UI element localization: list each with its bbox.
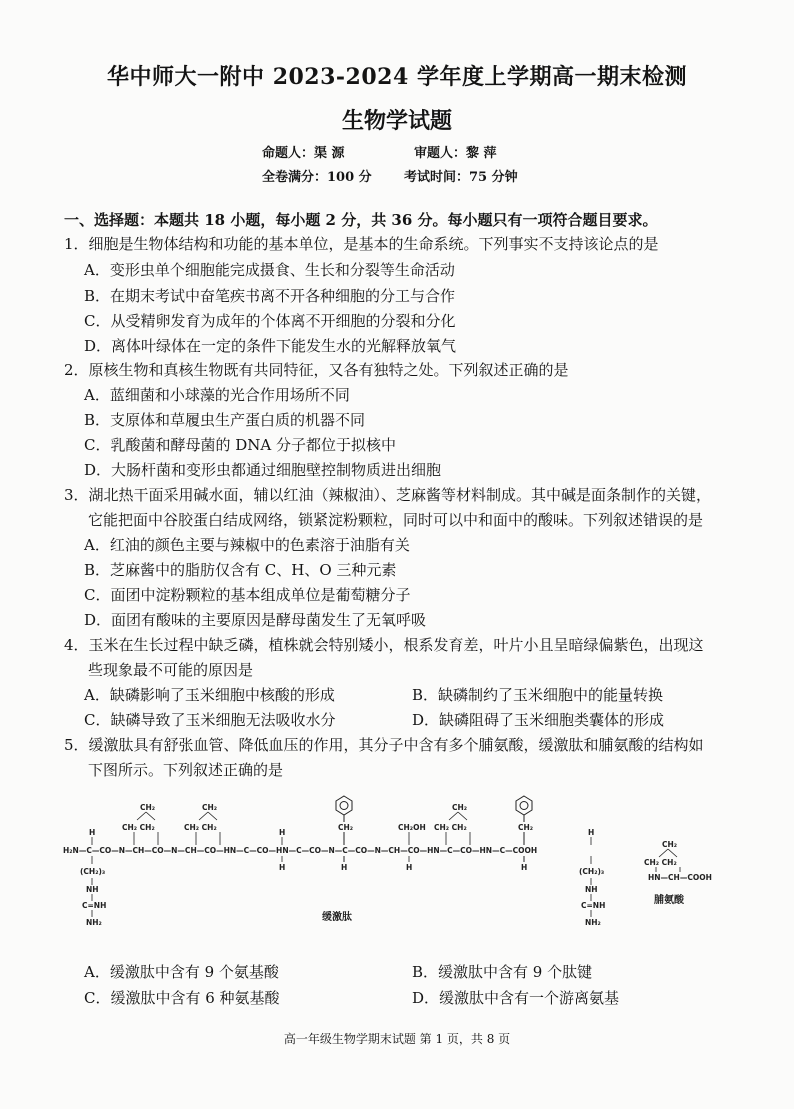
question-1-option-b: B．在期末考试中奋笔疾书离不开各种细胞的分工与合作 xyxy=(84,287,456,305)
question-2-option-a: A．蓝细菌和小球藻的光合作用场所不同 xyxy=(84,386,350,404)
svg-text:C=NH: C=NH xyxy=(82,901,107,910)
question-4-stem-line1: 4．玉米在生长过程中缺乏磷，植株就会特别矮小，根系发育差，叶片小且呈暗绿偏紫色，出现这 xyxy=(64,636,704,654)
question-3-stem-line1: 3．湖北热干面采用碱水面，辅以红油（辣椒油）、芝麻酱等材料制成。其中碱是面条制作的关键， xyxy=(64,486,712,504)
caption-bradykinin: 缓激肽 xyxy=(322,912,352,923)
svg-text:CH₂: CH₂ xyxy=(662,840,678,849)
exam-time: 考试时间：75 分钟 xyxy=(404,170,518,185)
svg-text:H: H xyxy=(521,863,528,872)
svg-text:C=NH: C=NH xyxy=(581,901,606,910)
svg-text:CH₂: CH₂ xyxy=(338,823,354,832)
question-5-stem-line1: 5．缓激肽具有舒张血管、降低血压的作用，其分子中含有多个脯氨酸，缓激肽和脯氨酸的结构如 xyxy=(64,736,704,754)
svg-text:CH₂: CH₂ xyxy=(518,823,534,832)
question-5-option-d: D．缓激肽中含有一个游离氨基 xyxy=(412,989,620,1007)
question-1-option-a: A．变形虫单个细胞能完成摄食、生长和分裂等生命活动 xyxy=(84,261,455,279)
svg-text:CH₂: CH₂ xyxy=(452,803,468,812)
svg-text:H: H xyxy=(588,828,595,837)
question-5-stem-line2: 下图所示。下列叙述正确的是 xyxy=(88,761,284,779)
svg-text:H: H xyxy=(406,863,413,872)
svg-text:NH: NH xyxy=(585,885,598,894)
question-3-option-c: C．面团中淀粉颗粒的基本组成单位是葡萄糖分子 xyxy=(84,586,411,604)
question-4-stem-line2: 些现象最不可能的原因是 xyxy=(88,661,254,679)
bradykinin-proline-figure xyxy=(0,790,794,950)
question-1-option-c: C．从受精卵发育为成年的个体离不开细胞的分裂和分化 xyxy=(84,312,456,330)
svg-text:H: H xyxy=(341,863,348,872)
svg-text:CH₂ CH₂: CH₂ CH₂ xyxy=(122,823,155,832)
question-1-stem: 1．细胞是生物体结构和功能的基本单位，是基本的生命系统。下列事实不支持该论点的是 xyxy=(64,235,659,253)
question-3-stem-line2: 它能把面中谷胶蛋白结成网络，锁紧淀粉颗粒，同时可以中和面中的酸味。下列叙述错误的是 xyxy=(88,511,704,529)
svg-text:H: H xyxy=(279,863,286,872)
question-4-option-b: B．缺磷制约了玉米细胞中的能量转换 xyxy=(412,686,664,704)
svg-text:NH₂: NH₂ xyxy=(86,918,102,927)
question-3-option-d: D．面团有酸味的主要原因是酵母菌发生了无氧呼吸 xyxy=(84,611,427,629)
svg-text:CH₂ CH₂: CH₂ CH₂ xyxy=(184,823,217,832)
proline-formula: HN—CH—COOH xyxy=(648,873,712,882)
svg-text:CH₂ CH₂: CH₂ CH₂ xyxy=(434,823,467,832)
question-2-option-d: D．大肠杆菌和变形虫都通过细胞壁控制物质进出细胞 xyxy=(84,461,442,479)
svg-text:(CH₂)₃: (CH₂)₃ xyxy=(579,867,605,876)
full-score: 全卷满分：100 分 xyxy=(262,170,372,185)
svg-text:NH₂: NH₂ xyxy=(585,918,601,927)
question-3-option-b: B．芝麻酱中的脂肪仅含有 C、H、O 三种元素 xyxy=(84,561,397,579)
svg-text:CH₂: CH₂ xyxy=(140,803,156,812)
svg-text:CH₂: CH₂ xyxy=(202,803,218,812)
question-2-option-b: B．支原体和草履虫生产蛋白质的机器不同 xyxy=(84,411,366,429)
question-4-option-c: C．缺磷导致了玉米细胞无法吸收水分 xyxy=(84,711,336,729)
question-4-option-d: D．缺磷阻碍了玉米细胞类囊体的形成 xyxy=(412,711,665,729)
page-footer: 高一年级生物学期末试题 第 1 页，共 8 页 xyxy=(283,1032,511,1046)
question-2-option-c: C．乳酸菌和酵母菌的 DNA 分子都位于拟核中 xyxy=(84,436,396,454)
proposer: 命题人：渠 源 xyxy=(262,146,345,161)
question-5-option-c: C．缓激肽中含有 6 种氨基酸 xyxy=(84,989,280,1007)
svg-text:(CH₂)₃: (CH₂)₃ xyxy=(80,867,106,876)
svg-text:CH₂OH: CH₂OH xyxy=(398,823,426,832)
question-4-option-a: A．缺磷影响了玉米细胞中核酸的形成 xyxy=(84,686,335,704)
svg-text:H: H xyxy=(279,828,286,837)
exam-title: 华中师大一附中 2023-2024 学年度上学期高一期末检测 xyxy=(107,64,687,90)
question-5-option-a: A．缓激肽中含有 9 个氨基酸 xyxy=(84,963,279,981)
svg-text:NH: NH xyxy=(86,885,99,894)
question-3-option-a: A．红油的颜色主要与辣椒中的色素溶于油脂有关 xyxy=(84,536,410,554)
subject-title: 生物学试题 xyxy=(341,108,452,134)
caption-proline: 脯氨酸 xyxy=(654,895,684,906)
svg-text:CH₂ CH₂: CH₂ CH₂ xyxy=(644,858,677,867)
svg-text:H: H xyxy=(89,828,96,837)
bradykinin-backbone: H₂N—C—CO—N—CH—CO—N—CH—CO—HN—C—CO—HN—C—CO—N—C—CO—N—CH—CO—HN—C—CO—HN—C—COOH xyxy=(63,846,538,855)
section-heading: 一、选择题：本题共 18 小题，每小题 2 分，共 36 分。每小题只有一项符合题目要求。 xyxy=(64,211,658,229)
question-2-stem: 2．原核生物和真核生物既有共同特征，又各有独特之处。下列叙述正确的是 xyxy=(64,361,569,379)
reviewer: 审题人：黎 萍 xyxy=(414,146,497,161)
question-5-option-b: B．缓激肽中含有 9 个肽键 xyxy=(412,963,593,981)
question-1-option-d: D．离体叶绿体在一定的条件下能发生水的光解释放氧气 xyxy=(84,337,457,355)
